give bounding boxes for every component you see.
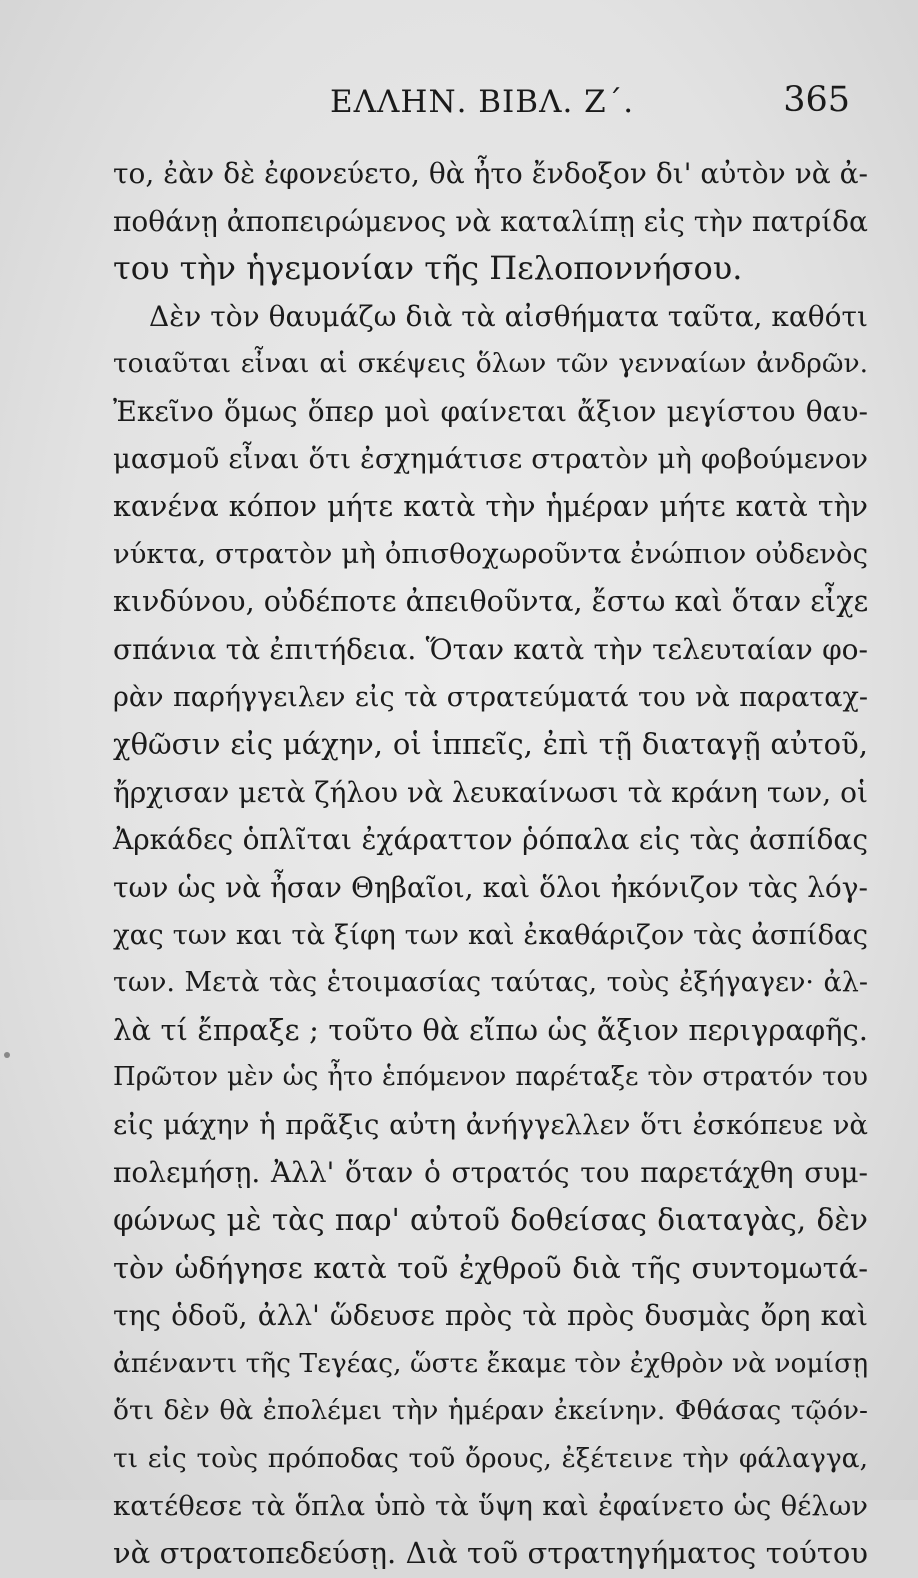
text-line: εἰς μάχην ἡ πρᾶξις αὐτη ἀνήγγελλεν ὅτι ἐσκόπευε νὰ (113, 1108, 868, 1141)
text-line: τὸν ὡδήγησε κατὰ τοῦ ἐχθροῦ διὰ τῆς συντομωτά- (113, 1250, 868, 1285)
text-line: μασμοῦ εἶναι ὅτι ἐσχημάτισε στρατὸν μὴ φοβούμενον (113, 442, 868, 475)
text-line: τοιαῦται εἶναι αἱ σκέψεις ὅλων τῶν γενναίων ἀνδρῶν. (113, 348, 868, 380)
text-line: φώνως μὲ τὰς παρ' αὐτοῦ δοθείσας διαταγὰς, δὲν (113, 1203, 868, 1238)
text-line: τι εἰς τοὺς πρόποδας τοῦ ὄρους, ἐξέτεινε τὴν φάλαγγα, (113, 1443, 868, 1475)
text-line: Ἐκεῖνο ὅμως ὅπερ μοὶ φαίνεται ἄξιον μεγίστου θαυ- (113, 394, 868, 428)
text-line: χας των και τὰ ξίφη των καὶ ἐκαθάριζον τὰς ἀσπίδας (113, 918, 868, 951)
text-line: νύκτα, στρατὸν μὴ ὀπισθοχωροῦντα ἐνώπιον οὐδενὸς (113, 537, 868, 570)
text-line: κανένα κόπον μήτε κατὰ τὴν ἡμέραν μήτε κατὰ τὴν (113, 490, 868, 524)
text-line: των. Μετὰ τὰς ἑτοιμασίας ταύτας, τοὺς ἐξήγαγεν· ἀλ- (113, 967, 868, 999)
text-line: Ἀρκάδες ὁπλῖται ἐχάραττον ῥόπαλα εἰς τὰς ἀσπίδας (113, 823, 868, 857)
running-head: ΕΛΛΗΝ. ΒΙΒΛ. Ζ΄. (330, 84, 635, 120)
text-line: κατέθεσε τὰ ὅπλα ὑπὸ τὰ ὕψη καὶ ἐφαίνετο ὡς θέλων (113, 1489, 868, 1522)
margin-dot (4, 1052, 10, 1058)
body-text (113, 150, 868, 1578)
text-line: του τὴν ἡγεμονίαν τῆς Πελοποννήσου. (113, 249, 743, 288)
text-line: της ὁδοῦ, ἀλλ' ὥδευσε πρὸς τὰ πρὸς δυσμὰς ὄρη καὶ (113, 1299, 868, 1333)
text-line: νὰ στρατοπεδεύσῃ. Διὰ τοῦ στρατηγήματος τούτου (113, 1536, 868, 1571)
text-line: ρὰν παρήγγειλεν εἰς τὰ στρατεύματά του νὰ παραταχ- (113, 681, 868, 713)
text-line: Πρῶτον μὲν ὡς ἦτο ἑπόμενον παρέταξε τὸν στρατόν του (113, 1062, 868, 1093)
page-header (120, 78, 860, 128)
text-line: χθῶσιν εἰς μάχην, οἱ ἱππεῖς, ἐπὶ τῇ διαταγῇ αὐτοῦ, (113, 727, 868, 762)
text-line: πολεμήσῃ. Ἀλλ' ὅταν ὁ στρατός του παρετάχθη συμ- (113, 1156, 868, 1190)
text-line: το, ἐὰν δὲ ἐφονεύετο, θὰ ἦτο ἔνδοξον δι' αὐτὸν νὰ ἀ- (113, 157, 868, 190)
text-line: ποθάνῃ ἀποπειρώμενος νὰ καταλίπῃ εἰς τὴν πατρίδα (113, 204, 868, 238)
text-line: ἤρχισαν μετὰ ζήλου νὰ λευκαίνωσι τὰ κράνη των, οἱ (113, 775, 868, 809)
text-line: κινδύνου, οὐδέποτε ἀπειθοῦντα, ἔστω καὶ ὅταν εἶχε (113, 585, 869, 619)
text-line: ἀπέναντι τῆς Τεγέας, ὥστε ἔκαμε τὸν ἐχθρὸν νὰ νομίσῃ (113, 1347, 869, 1379)
text-line: Δὲν τὸν θαυμάζω διὰ τὰ αἰσθήματα ταῦτα, καθότι (149, 299, 868, 333)
text-line: σπάνια τὰ ἐπιτήδεια. Ὅταν κατὰ τὴν τελευταίαν φο- (113, 632, 868, 666)
text-line: λὰ τί ἔπραξε ; τοῦτο θὰ εἴπω ὡς ἄξιον περιγραφῆς. (113, 1012, 868, 1047)
text-line: ὅτι δὲν θὰ ἐπολέμει τὴν ἡμέραν ἐκείνην. Φθάσας τῷόν- (113, 1395, 868, 1427)
page-number: 365 (783, 80, 850, 120)
text-line: των ὡς νὰ ἦσαν Θηβαῖοι, καὶ ὅλοι ἠκόνιζον τὰς λόγ- (113, 870, 868, 904)
